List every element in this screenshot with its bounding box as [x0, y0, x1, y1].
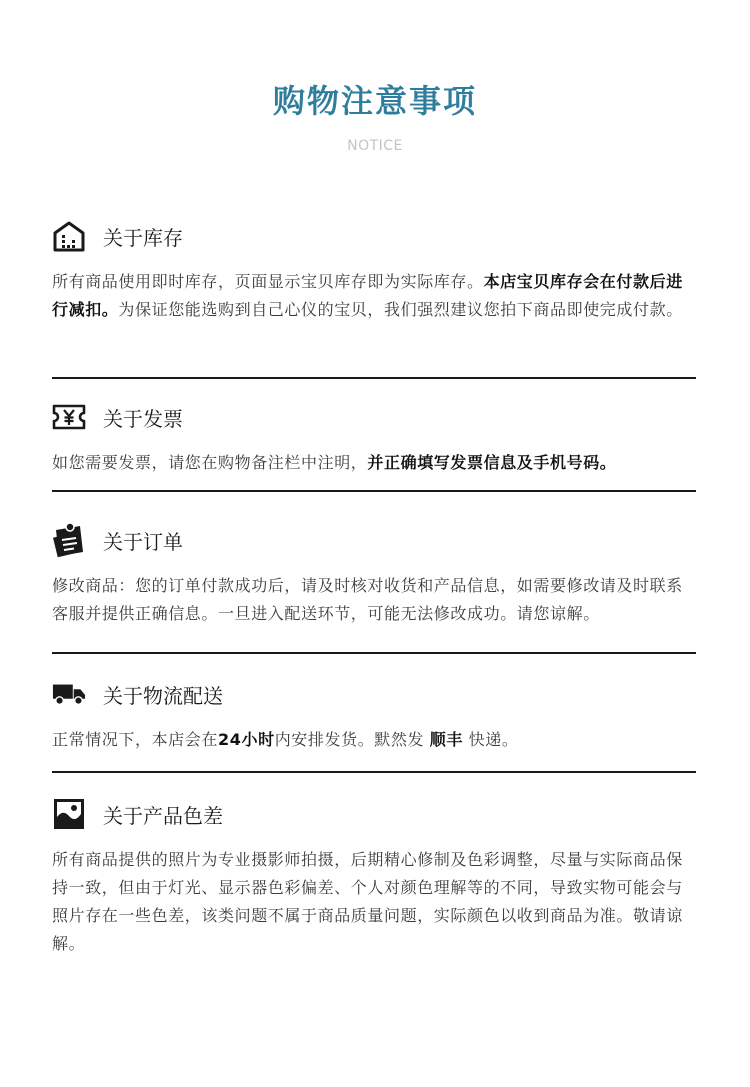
section-header: [52, 216, 698, 256]
body-emphasis: 本店宝贝库存会在付款后进行减扣。: [52, 272, 683, 319]
section-title: 关于库存: [103, 225, 183, 250]
section-header: [52, 397, 698, 437]
invoice-yen-icon: [52, 400, 86, 434]
section-divider: [52, 377, 696, 379]
body-text: 所有商品使用即时库存，页面显示宝贝库存即为实际库存。: [52, 272, 484, 291]
section-invoice: [52, 397, 698, 477]
section-divider: [52, 771, 696, 773]
body-text: 所有商品提供的照片为专业摄影师拍摄，后期精心修制及色彩调整，尽量与实际商品保持一致，但由于灯光、显示器色彩偏差、个人对颜色理解等的不同，导致实物可能会与照片存在一些色差，该类问题不属于商品质量问题，实际颜色以收到商品为准。敬请谅解。: [52, 850, 683, 953]
order-notes-icon: [52, 523, 86, 557]
body-text: 内安排发货。默然发: [274, 730, 430, 749]
body-text: 快递。: [462, 730, 519, 749]
body-text: 为保证您能选购到自己心仪的宝贝，我们强烈建议您拍下商品即使完成付款。: [118, 300, 683, 319]
section-inventory: [52, 216, 698, 324]
section-divider: [52, 652, 696, 654]
section-header: [52, 520, 698, 560]
body-emphasis: 24小时: [218, 730, 275, 749]
section-title: 关于发票: [103, 406, 183, 431]
section-shipping: [52, 674, 698, 754]
body-text: 修改商品：您的订单付款成功后，请及时核对收货和产品信息，如需要修改请及时联系客服并提供正确信息。一旦进入配送环节，可能无法修改成功。请您谅解。: [52, 576, 683, 623]
section-title: 关于产品色差: [103, 803, 223, 828]
section-title: 关于订单: [103, 529, 183, 554]
delivery-truck-icon: [52, 677, 86, 711]
section-body: [52, 449, 698, 477]
section-color-difference: [52, 794, 698, 958]
section-body: [52, 846, 698, 958]
section-body: [52, 726, 698, 754]
section-body: [52, 268, 698, 324]
section-divider: [52, 490, 696, 492]
section-order: [52, 520, 698, 628]
page-subtitle: NOTICE: [347, 138, 403, 154]
page-title: 购物注意事项: [272, 82, 477, 120]
image-photo-icon: [52, 797, 86, 831]
body-text: 正常情况下，本店会在: [52, 730, 219, 749]
section-header: [52, 794, 698, 834]
section-title: 关于物流配送: [103, 683, 223, 708]
section-body: [52, 572, 698, 628]
body-emphasis: 并正确填写发票信息及手机号码。: [367, 453, 617, 472]
warehouse-icon: [52, 219, 86, 253]
body-text: 如您需要发票，请您在购物备注栏中注明，: [52, 453, 368, 472]
body-emphasis: 顺丰: [429, 730, 463, 749]
section-header: [52, 674, 698, 714]
